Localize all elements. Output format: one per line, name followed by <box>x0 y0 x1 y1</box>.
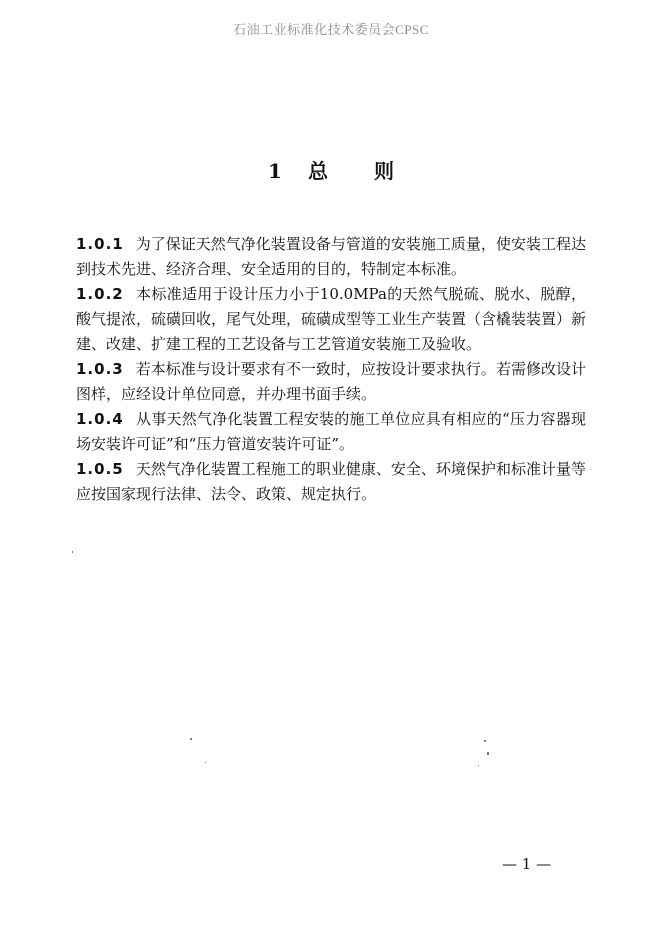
clause-1-0-2 <box>76 282 586 357</box>
page-number: — 1 — <box>502 855 552 873</box>
clause-number: 1.0.5 <box>76 460 124 478</box>
clause-text: 从事天然气净化装置工程安装的施工单位应具有相应的“压力容器现场安装许可证”和“压力管道安装许可证”。 <box>76 410 586 453</box>
chapter-title-char-2: 则 <box>373 159 394 183</box>
clause-text: 天然气净化装置工程施工的职业健康、安全、环境保护和标准计量等应按国家现行法律、法令、政策、规定执行。 <box>76 460 586 503</box>
chapter-number: 1 <box>268 159 282 183</box>
scan-speck <box>205 762 206 763</box>
watermark-header: 石油工业标准化技术委员会CPSC <box>233 22 429 37</box>
clause-1-0-5 <box>76 457 586 507</box>
clause-1-0-4 <box>76 407 586 457</box>
clause-text: 为了保证天然气净化装置设备与管道的安装施工质量，使安装工程达到技术先进、经济合理、安全适用的目的，特制定本标准。 <box>76 235 586 278</box>
chapter-title <box>0 155 662 184</box>
scan-speck <box>190 738 192 740</box>
scan-speck <box>478 765 479 766</box>
clause-number: 1.0.3 <box>76 360 124 378</box>
clause-1-0-1 <box>76 232 586 282</box>
clause-list <box>76 232 586 507</box>
clause-number: 1.0.2 <box>76 285 124 303</box>
scan-speck <box>484 740 486 742</box>
scan-speck <box>72 551 73 553</box>
scan-speck <box>487 752 489 755</box>
clause-text: 本标准适用于设计压力小于10.0MPa的天然气脱硫、脱水、脱醇，酸气提浓，硫磺回收，尾气处理，硫磺成型等工业生产装置（含橇装装置）新建、改建、扩建工程的工艺设备与工艺管道安装施工及验收。 <box>76 285 587 353</box>
clause-text: 若本标准与设计要求有不一致时，应按设计要求执行。若需修改设计图样，应经设计单位同意，并办理书面手续。 <box>76 360 586 403</box>
clause-number: 1.0.4 <box>76 410 124 428</box>
clause-1-0-3 <box>76 357 586 407</box>
clause-number: 1.0.1 <box>76 235 124 253</box>
chapter-title-char-1: 总 <box>307 159 328 183</box>
